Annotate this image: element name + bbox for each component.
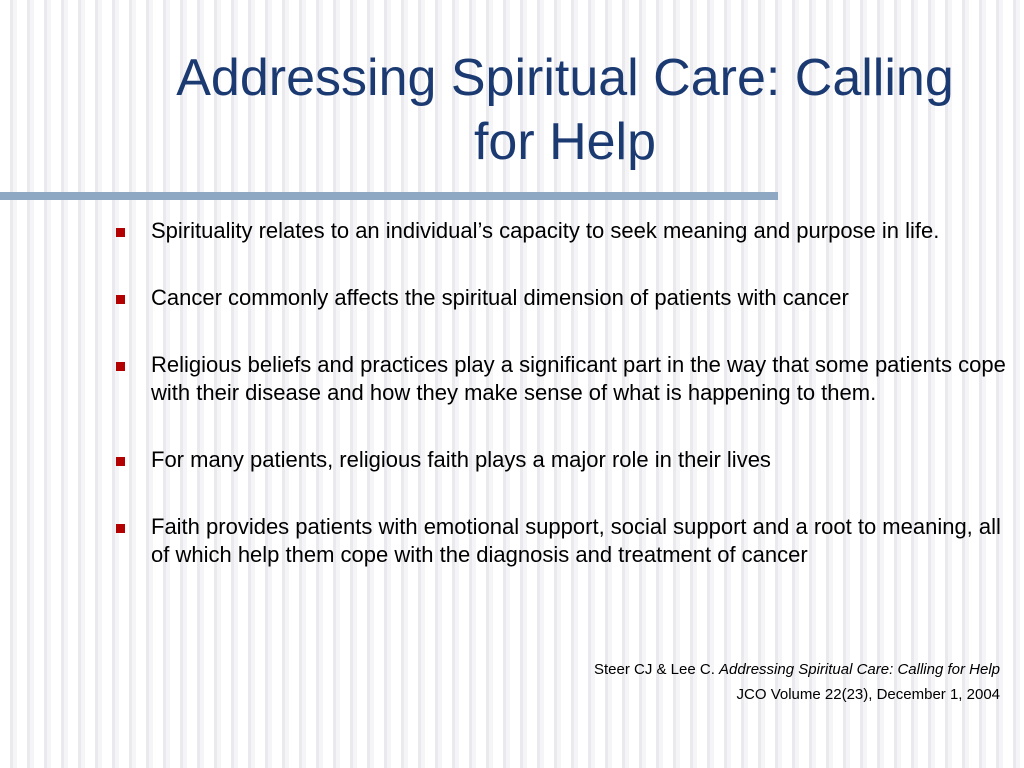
bullet-item bbox=[113, 446, 1008, 474]
bullet-item bbox=[113, 351, 1008, 407]
square-bullet-icon bbox=[116, 457, 125, 466]
slide-title-line-1: Addressing Spiritual Care: Calling bbox=[176, 49, 954, 107]
square-bullet-icon bbox=[116, 362, 125, 371]
bullet-item bbox=[113, 217, 1008, 245]
square-bullet-icon bbox=[116, 524, 125, 533]
title-divider bbox=[0, 192, 778, 200]
bullet-item bbox=[113, 513, 1008, 569]
bullet-list bbox=[113, 217, 1008, 608]
citation-authors: Steer CJ & Lee C. bbox=[593, 661, 715, 678]
slide-title bbox=[100, 46, 1024, 174]
bullet-text: For many patients, religious faith plays a major role in their lives bbox=[151, 447, 771, 472]
square-bullet-icon bbox=[116, 228, 125, 237]
citation-journal: JCO Volume 22(23), December 1, 2004 bbox=[736, 686, 1000, 703]
bullet-text: Faith provides patients with emotional support, social support and a root to meaning, all of which help them cope with the diagnosis and treatment of cancer bbox=[151, 514, 1001, 567]
bullet-text: Cancer commonly affects the spiritual dimension of patients with cancer bbox=[151, 285, 849, 310]
citation-article-title: Addressing Spiritual Care: Calling for Help bbox=[719, 661, 1000, 678]
citation-line-1 bbox=[594, 657, 1000, 682]
square-bullet-icon bbox=[116, 295, 125, 304]
bullet-text: Spirituality relates to an individual’s capacity to seek meaning and purpose in life. bbox=[151, 218, 940, 243]
bullet-item bbox=[113, 284, 1008, 312]
citation bbox=[594, 657, 1000, 707]
bullet-text: Religious beliefs and practices play a significant part in the way that some patients cope with their disease and how they make sense of what is happening to them. bbox=[151, 352, 1006, 405]
slide-title-line-2: for Help bbox=[473, 113, 657, 171]
